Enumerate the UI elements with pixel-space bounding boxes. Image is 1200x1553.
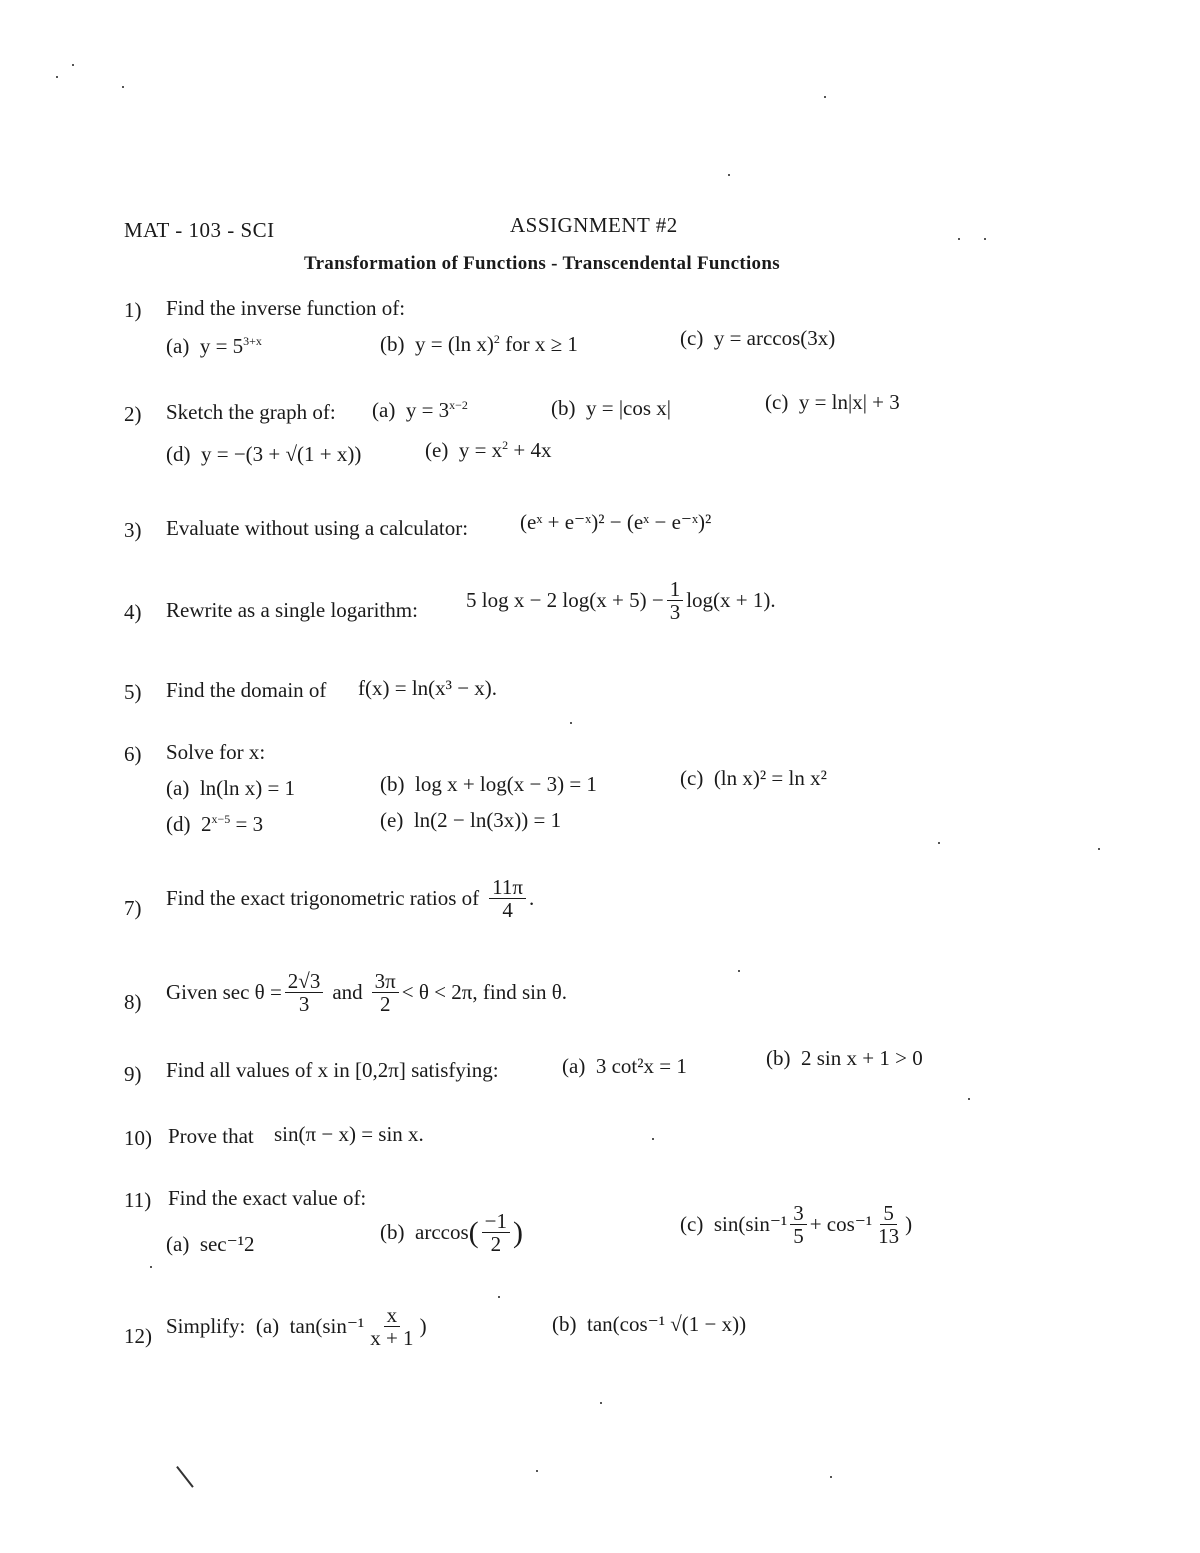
scan-speck	[122, 86, 124, 88]
item-2e: (e) $y = x^2 + 4x$	[425, 438, 552, 462]
question-number: 5)	[124, 680, 142, 704]
question-number: 8)	[124, 990, 142, 1014]
question-text: Find the domain of	[166, 678, 327, 702]
question-number: 3)	[124, 518, 142, 542]
scan-speck	[968, 1098, 970, 1100]
scan-speck	[1098, 848, 1100, 850]
assignment-subtitle: Transformation of Functions - Transcendental Functions	[304, 253, 780, 274]
scan-speck	[536, 1470, 538, 1472]
scan-speck	[600, 1402, 602, 1404]
item-1c: (c) y = arccos(3x)	[680, 326, 836, 350]
question-number: 10)	[124, 1126, 152, 1150]
question-number: 7)	[124, 896, 142, 920]
question-text: Solve for x:	[166, 740, 266, 764]
question-number: 4)	[124, 600, 142, 624]
question-number: 2)	[124, 402, 142, 426]
question-text: Evaluate without using a calculator:	[166, 516, 469, 540]
scan-speck	[984, 238, 986, 240]
item-11b: (b) arccos ( $\frac{-1}{2}$ )	[380, 1209, 523, 1257]
item-12b: (b) tan(cos⁻¹ √(1 − x))	[552, 1312, 747, 1336]
scan-speck	[958, 238, 960, 240]
scan-speck	[824, 96, 826, 98]
question-text: Find the inverse function of:	[166, 296, 406, 320]
question-text: Given sec θ = $\frac{2√3}{3}$ and $\frac{3\pi}{2}$ < θ < 2π, find sin θ.	[166, 969, 568, 1017]
scan-speck	[498, 1296, 500, 1298]
question-text: Find the exact trigonometric ratios of $\frac{11\pi}{4}$ .	[166, 875, 535, 923]
item-1b: (b) y = (ln x)$^2$ for x ≥ 1	[380, 332, 578, 356]
item-6c: (c) (ln x)² = ln x²	[680, 766, 827, 790]
question-text: Rewrite as a single logarithm:	[166, 598, 418, 622]
course-code: MAT - 103 - SCI	[124, 218, 275, 242]
assignment-title: ASSIGNMENT #2	[510, 213, 678, 237]
scan-speck	[738, 970, 740, 972]
scan-speck	[72, 64, 74, 66]
item-11a: (a) sec⁻¹2	[166, 1232, 255, 1256]
item-6b: (b) log x + log(x − 3) = 1	[380, 772, 597, 796]
item-2d: (d) y = −(3 + √(1 + x))	[166, 442, 362, 466]
question-number: 12)	[124, 1324, 152, 1348]
item-12a: Simplify: (a) tan(sin⁻¹ $\frac{x}{x + 1}$ )	[166, 1303, 427, 1351]
question-number: 9)	[124, 1062, 142, 1086]
pen-mark	[176, 1466, 193, 1487]
item-2c: (c) y = ln|x| + 3	[765, 390, 900, 414]
expression: sin(π − x) = sin x.	[274, 1122, 424, 1146]
question-number: 11)	[124, 1188, 152, 1212]
question-text: Prove that	[168, 1124, 254, 1148]
item-1a: (a) $y = 5^{3+x}$	[166, 334, 262, 358]
item-6a: (a) ln(ln x) = 1	[166, 776, 296, 800]
item-6e: (e) ln(2 − ln(3x)) = 1	[380, 808, 562, 832]
item-9a: (a) 3 cot²x = 1	[562, 1054, 687, 1078]
scan-speck	[938, 842, 940, 844]
question-number: 6)	[124, 742, 142, 766]
scan-speck	[570, 722, 572, 724]
item-9b: (b) 2 sin x + 1 > 0	[766, 1046, 923, 1070]
scan-speck	[150, 1266, 152, 1268]
scan-speck	[728, 174, 730, 176]
expression: 5 log x − 2 log(x + 5) − $\frac{1}{3}$ log(x + 1).	[466, 577, 776, 625]
question-text: Find all values of x in [0,2π] satisfying:	[166, 1058, 499, 1082]
scan-speck	[56, 76, 58, 78]
question-text: Sketch the graph of:	[166, 400, 336, 424]
question-number: 1)	[124, 298, 142, 322]
item-6d: (d) $2^{x-5} = 3$	[166, 812, 264, 836]
scan-speck	[830, 1476, 832, 1478]
expression: (eˣ + e⁻ˣ)² − (eˣ − e⁻ˣ)²	[520, 510, 712, 534]
expression: f(x) = ln(x³ − x).	[358, 676, 498, 700]
scan-speck	[652, 1138, 654, 1140]
item-2b: (b) y = |cos x|	[551, 396, 671, 420]
question-text: Find the exact value of:	[168, 1186, 367, 1210]
item-2a: (a) $y = 3^{x-2}$	[372, 398, 468, 422]
item-11c: (c) sin(sin⁻¹ $\frac{3}{5}$ + cos⁻¹ $\frac{5}{13}$ )	[680, 1201, 913, 1249]
